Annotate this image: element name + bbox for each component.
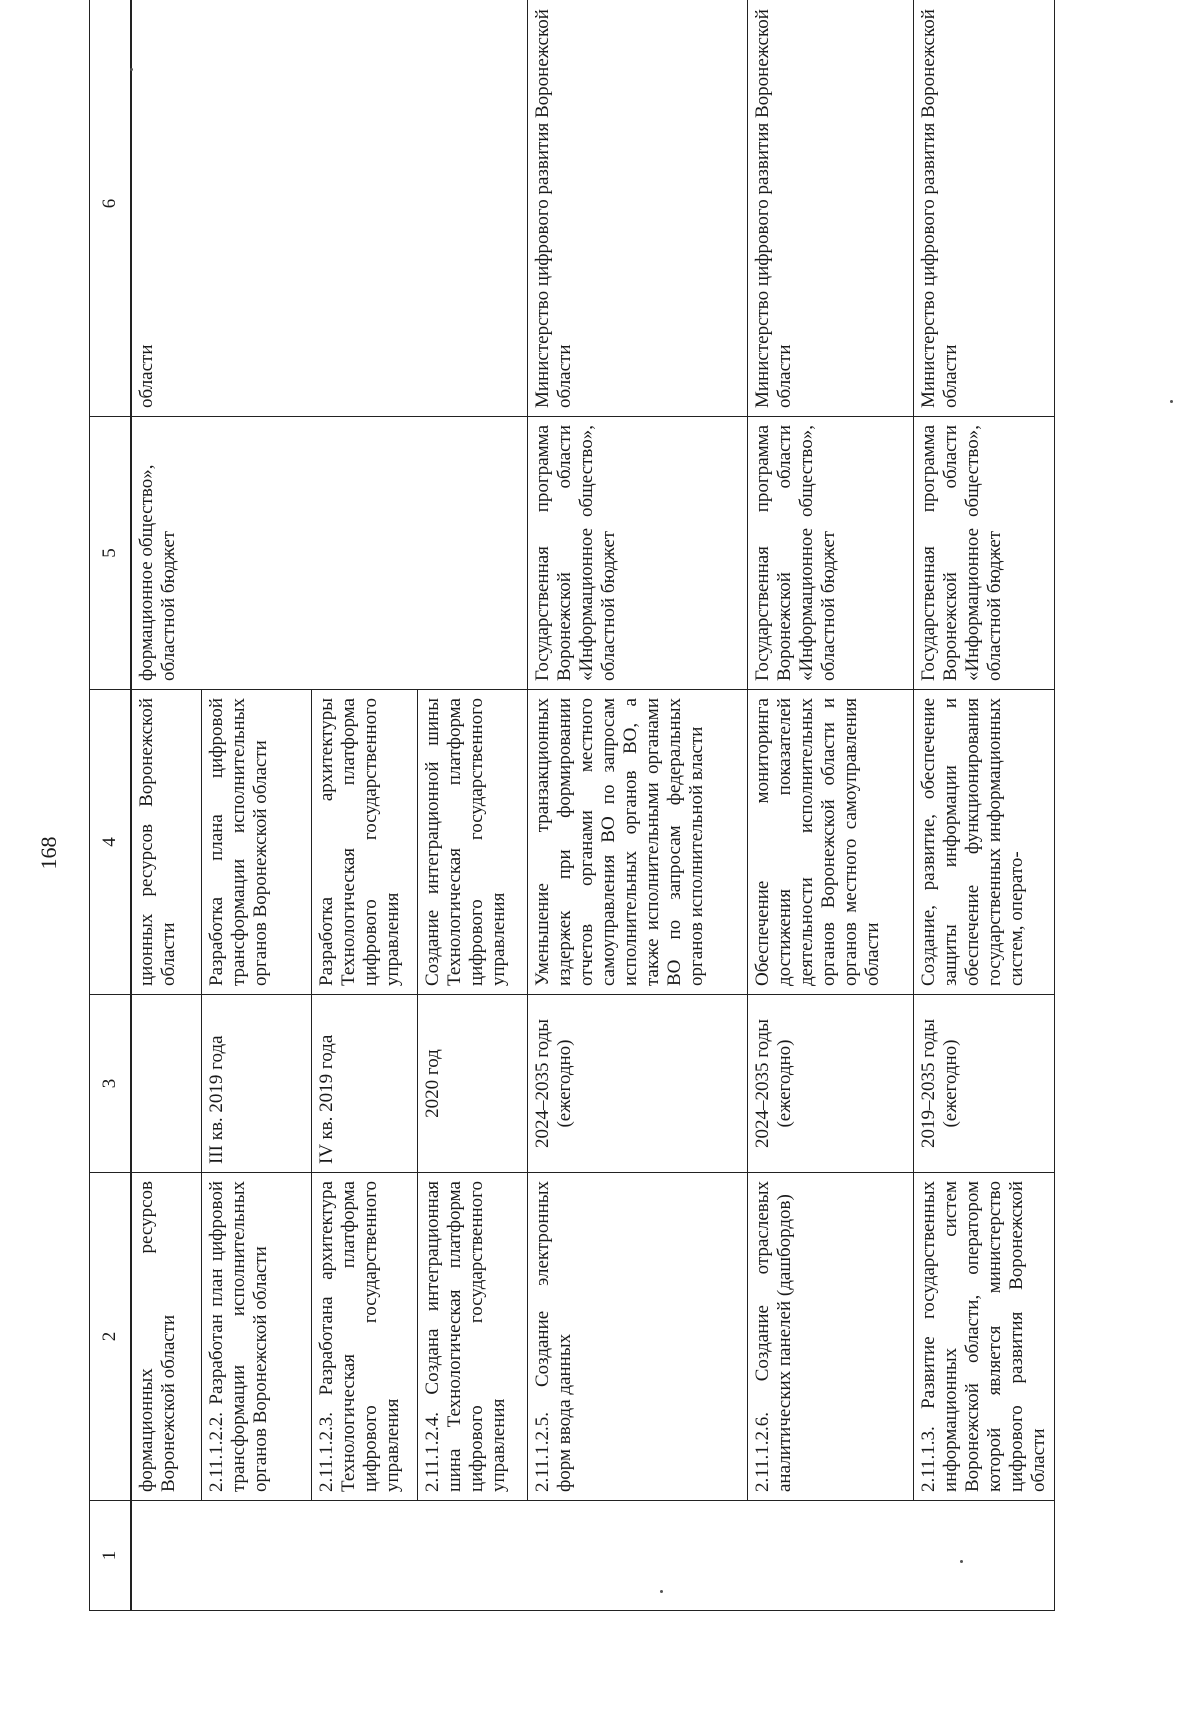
table-cell-result: формационных ресурсов Воронежской области [131, 1173, 201, 1501]
table-cell-result: 2.11.1.2.3. Разработана архитектура Технологическая платформа цифрового государственного управления [311, 1173, 417, 1501]
table-row [747, 0, 913, 1611]
table-cell-term: 2020 год [417, 995, 527, 1173]
table-cell-responsible: Министерство цифрового развития Воронежской области [527, 0, 747, 417]
table-cell-responsible: Министерство цифрового развития Воронежской области [913, 0, 1054, 417]
plan-table [89, 0, 1055, 1611]
table-cell-funding: Государственная программа Воронежской области «Информационное общество», областной бюджет [747, 417, 913, 690]
table-cell-term: III кв. 2019 года [201, 995, 311, 1173]
table-cell-funding: Государственная программа Воронежской области «Информационное общество», областной бюджет [913, 417, 1054, 690]
scan-speck [130, 68, 133, 71]
table-cell-responsible: Министерство цифрового развития Воронежской области [747, 0, 913, 417]
column-header: 5 [90, 417, 132, 690]
table-cell-result: 2.11.1.2.2. Разработан план цифровой трансформации исполнительных органов Воронежской области [201, 1173, 311, 1501]
table-cell-term: 2024–2035 годы (ежегодно) [527, 995, 747, 1173]
table-cell-term [131, 995, 201, 1173]
scan-speck [660, 1590, 663, 1593]
table-cell-content: Разработка плана цифровой трансформации исполнительных органов Воронежской области [201, 690, 311, 995]
table-cell-result: 2.11.1.2.6. Создание отраслевых аналитических панелей (дашбордов) [747, 1173, 913, 1501]
table-cell-term: 2024–2035 годы (ежегодно) [747, 995, 913, 1173]
table-cell-responsible: области [131, 0, 527, 417]
table-cell-term: IV кв. 2019 года [311, 995, 417, 1173]
table-cell-content: Создание интеграционной шины Технологическая платформа цифрового государственного управления [417, 690, 527, 995]
table-cell-result: 2.11.1.2.5. Создание электронных форм ввода данных [527, 1173, 747, 1501]
table-cell-content: Создание, развитие, обеспечение защиты информации и обеспечение функционирования государственных информационных систем, операто- [913, 690, 1054, 995]
table-cell-num [131, 1501, 1054, 1611]
table-row [527, 0, 747, 1611]
table-row [913, 0, 1054, 1611]
table-cell-content: Обеспечение мониторинга достижения показателей деятельности исполнительных органов Воронежской области и органов местного самоуправления области [747, 690, 913, 995]
table-cell-content: Разработка архитектуры Технологическая платформа цифрового государственного управления [311, 690, 417, 995]
column-header: 3 [90, 995, 132, 1173]
table-cell-funding: формационное общество», областной бюджет [131, 417, 527, 690]
table-cell-content: ционных ресурсов Воронежской области [131, 690, 201, 995]
page-number: 168 [36, 836, 61, 870]
column-header: 4 [90, 690, 132, 995]
table-row [131, 0, 201, 1611]
column-header: 6 [90, 0, 132, 417]
table-cell-term: 2019–2035 годы (ежегодно) [913, 995, 1054, 1173]
table-cell-result: 2.11.1.2.4. Создана интеграционная шина Технологическая платформа цифрового государственного управления [417, 1173, 527, 1501]
column-header: 2 [90, 1173, 132, 1501]
scan-speck [960, 1560, 963, 1563]
table-header-row [90, 0, 132, 1611]
table-cell-content: Уменьшение транзакционных издержек при формировании отчетов органами местного самоуправления ВО по запросам исполнительных органов ВО, а также исполнительными органами ВО по запросам федеральных органов исполнительной власти [527, 690, 747, 995]
scan-speck [1170, 400, 1173, 403]
column-header: 1 [90, 1501, 132, 1611]
table-cell-result: 2.11.1.3. Развитие государственных информационных систем Воронежской области, оператором которой является министерство цифрового развития Воронежской области [913, 1173, 1054, 1501]
table-cell-funding: Государственная программа Воронежской области «Информационное общество», областной бюджет [527, 417, 747, 690]
